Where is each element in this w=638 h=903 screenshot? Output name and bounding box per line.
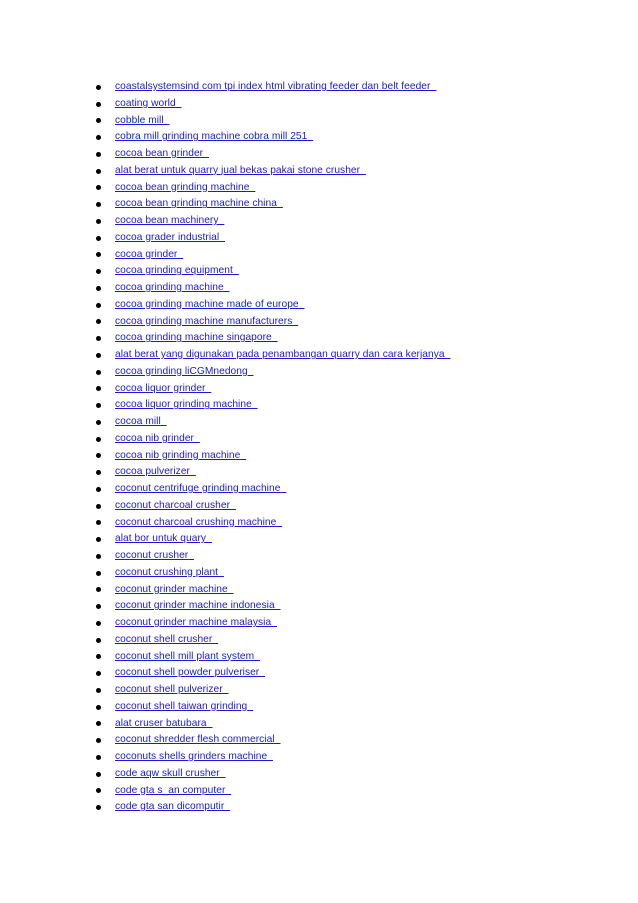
list-item bbox=[94, 548, 614, 565]
bullet-icon bbox=[96, 319, 101, 324]
list-item bbox=[94, 632, 614, 649]
list-link[interactable]: cocoa nib grinding machine bbox=[115, 449, 241, 461]
list-item bbox=[94, 749, 614, 766]
bullet-icon bbox=[96, 353, 101, 358]
list-item bbox=[94, 766, 614, 783]
list-item bbox=[94, 716, 614, 733]
bullet-icon bbox=[96, 236, 101, 241]
list-link[interactable]: cocoa bean grinding machine china bbox=[115, 198, 277, 210]
bullet-icon bbox=[96, 437, 101, 442]
list-item bbox=[94, 682, 614, 699]
list-link[interactable]: alat berat yang digunakan pada penambangan quarry dan cara kerjanya bbox=[115, 349, 445, 360]
list-item bbox=[94, 196, 614, 213]
list-item bbox=[94, 364, 614, 381]
list-item bbox=[94, 79, 614, 96]
bullet-icon bbox=[96, 252, 101, 257]
list-item bbox=[94, 381, 614, 398]
bullet-icon bbox=[96, 772, 101, 777]
bullet-icon bbox=[96, 487, 101, 492]
list-link[interactable]: cocoa grader industrial bbox=[115, 231, 220, 243]
list-item bbox=[94, 799, 614, 816]
list-item bbox=[94, 431, 614, 448]
list-link[interactable]: coconut shell crusher bbox=[115, 633, 213, 645]
bullet-icon bbox=[96, 219, 101, 224]
list-item bbox=[94, 263, 614, 280]
list-link[interactable]: cocoa grinding machine made of europe bbox=[115, 298, 299, 310]
list-link[interactable]: coconut shell pulverizer bbox=[115, 684, 223, 695]
bullet-icon bbox=[96, 420, 101, 425]
list-link[interactable]: coconut shell taiwan grinding bbox=[115, 700, 248, 712]
bullet-icon bbox=[96, 135, 101, 140]
link-list bbox=[94, 79, 614, 816]
bullet-icon bbox=[96, 85, 101, 90]
list-link[interactable]: cocoa grinding machine bbox=[115, 282, 224, 293]
bullet-icon bbox=[96, 705, 101, 710]
list-item bbox=[94, 515, 614, 532]
bullet-icon bbox=[96, 738, 101, 743]
list-link[interactable]: cocoa bean machinery bbox=[115, 215, 219, 226]
list-link[interactable]: cocoa bean grinding machine bbox=[115, 181, 250, 193]
bullet-icon bbox=[96, 202, 101, 207]
bullet-icon bbox=[96, 152, 101, 157]
list-link[interactable]: coconut grinder machine indonesia bbox=[115, 600, 275, 612]
bullet-icon bbox=[96, 755, 101, 760]
list-link[interactable]: coconut shell mill plant system bbox=[115, 650, 255, 662]
list-item bbox=[94, 297, 614, 314]
list-item bbox=[94, 649, 614, 666]
list-item bbox=[94, 146, 614, 163]
bullet-icon bbox=[96, 571, 101, 576]
list-link[interactable]: coating world bbox=[115, 97, 176, 109]
bullet-icon bbox=[96, 185, 101, 190]
list-item bbox=[94, 330, 614, 347]
bullet-icon bbox=[96, 688, 101, 693]
list-link[interactable]: code aqw skull crusher bbox=[115, 767, 220, 779]
list-item bbox=[94, 213, 614, 230]
list-item bbox=[94, 113, 614, 130]
list-item bbox=[94, 699, 614, 716]
list-item bbox=[94, 397, 614, 414]
bullet-icon bbox=[96, 403, 101, 408]
list-link[interactable]: cocoa pulverizer bbox=[115, 466, 190, 478]
bullet-icon bbox=[96, 303, 101, 308]
list-link[interactable]: coconut grinder machine malaysia bbox=[115, 617, 272, 628]
list-item bbox=[94, 230, 614, 247]
bullet-icon bbox=[96, 102, 101, 107]
list-link[interactable]: coconut shell powder pulveriser bbox=[115, 667, 260, 679]
list-link[interactable]: coconuts shells grinders machine bbox=[115, 751, 268, 762]
bullet-icon bbox=[96, 336, 101, 341]
list-item bbox=[94, 464, 614, 481]
list-item bbox=[94, 129, 614, 146]
list-link[interactable]: cocoa grinding machine manufacturers bbox=[115, 315, 293, 327]
bullet-icon bbox=[96, 671, 101, 676]
list-item bbox=[94, 615, 614, 632]
list-link[interactable]: cocoa nib grinder bbox=[115, 432, 195, 444]
list-item bbox=[94, 665, 614, 682]
bullet-icon bbox=[96, 520, 101, 525]
list-item bbox=[94, 598, 614, 615]
list-link[interactable]: alat cruser batubara bbox=[115, 717, 207, 729]
list-link[interactable]: cocoa grinder bbox=[115, 248, 178, 260]
list-item bbox=[94, 448, 614, 465]
bullet-icon bbox=[96, 504, 101, 509]
bullet-icon bbox=[96, 554, 101, 559]
list-link[interactable]: cobra mill grinding machine cobra mill 251 bbox=[115, 131, 308, 143]
list-link[interactable]: coconut centrifuge grinding machine bbox=[115, 483, 281, 494]
bullet-icon bbox=[96, 169, 101, 174]
list-link[interactable]: coastalsystemsind com tpi index html vibrating feeder dan belt feeder bbox=[115, 81, 431, 92]
bullet-icon bbox=[96, 386, 101, 391]
list-link[interactable]: coconut charcoal crushing machine bbox=[115, 516, 277, 528]
bullet-icon bbox=[96, 788, 101, 793]
list-link[interactable]: cocoa grinding machine singapore bbox=[115, 332, 272, 344]
list-link[interactable]: code gta s_an computer bbox=[115, 784, 226, 796]
list-item bbox=[94, 347, 614, 364]
list-link[interactable]: cobble mill bbox=[115, 114, 164, 126]
list-item bbox=[94, 783, 614, 800]
bullet-icon bbox=[96, 453, 101, 458]
list-link[interactable]: cocoa mill bbox=[115, 416, 161, 427]
list-link[interactable]: cocoa grinding equipment bbox=[115, 265, 233, 277]
list-link[interactable]: cocoa grinding liCGMnedong bbox=[115, 365, 248, 377]
list-item bbox=[94, 96, 614, 113]
list-item bbox=[94, 565, 614, 582]
list-link[interactable]: coconut crusher bbox=[115, 550, 189, 561]
list-link[interactable]: cocoa liquor grinder bbox=[115, 382, 206, 394]
bullet-icon bbox=[96, 118, 101, 123]
list-link[interactable]: coconut shredder flesh commercial bbox=[115, 734, 275, 746]
list-item bbox=[94, 481, 614, 498]
list-link[interactable]: coconut charcoal crusher bbox=[115, 499, 231, 511]
list-item bbox=[94, 414, 614, 431]
bullet-icon bbox=[96, 470, 101, 475]
list-link[interactable]: cocoa bean grinder bbox=[115, 148, 204, 159]
list-link[interactable]: coconut crushing plant bbox=[115, 566, 219, 578]
list-item bbox=[94, 531, 614, 548]
list-link[interactable]: cocoa liquor grinding machine bbox=[115, 399, 252, 411]
bullet-icon bbox=[96, 654, 101, 659]
list-item bbox=[94, 314, 614, 331]
bullet-icon bbox=[96, 638, 101, 643]
list-item bbox=[94, 582, 614, 599]
list-item bbox=[94, 163, 614, 180]
bullet-icon bbox=[96, 269, 101, 274]
list-link[interactable]: alat berat untuk quarry jual bekas pakai stone crusher bbox=[115, 164, 361, 176]
list-item bbox=[94, 732, 614, 749]
list-link[interactable]: alat bor untuk quary bbox=[115, 533, 207, 545]
bullet-icon bbox=[96, 604, 101, 609]
list-item bbox=[94, 247, 614, 264]
bullet-icon bbox=[96, 286, 101, 291]
list-item bbox=[94, 280, 614, 297]
list-item bbox=[94, 498, 614, 515]
bullet-icon bbox=[96, 370, 101, 375]
list-link[interactable]: code gta san dicomputir bbox=[115, 801, 225, 813]
bullet-icon bbox=[96, 587, 101, 592]
bullet-icon bbox=[96, 805, 101, 810]
list-item bbox=[94, 180, 614, 197]
bullet-icon bbox=[96, 621, 101, 626]
bullet-icon bbox=[96, 537, 101, 542]
bullet-icon bbox=[96, 721, 101, 726]
list-link[interactable]: coconut grinder machine bbox=[115, 583, 228, 595]
